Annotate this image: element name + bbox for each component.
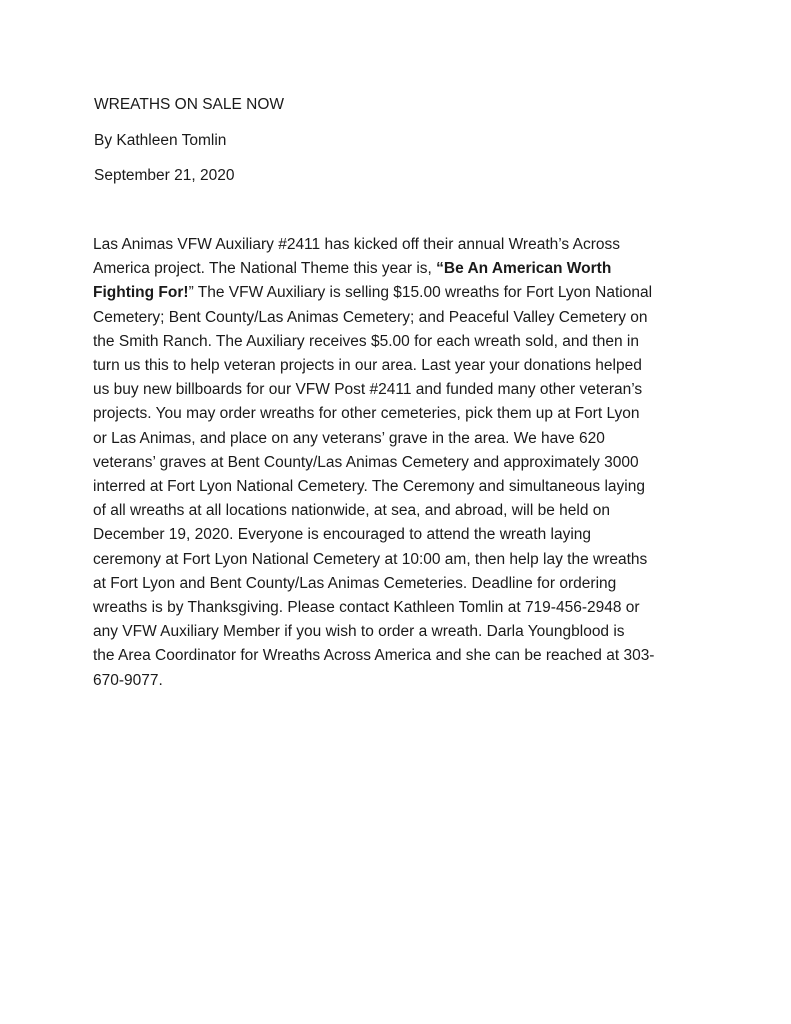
article-line [93,402,713,426]
text-segment: wreaths is by Thanksgiving. Please contact Kathleen Tomlin at 719-456-2948 or [93,599,640,617]
article-line [93,281,713,305]
text-segment: interred at Fort Lyon National Cemetery. The Ceremony and simultaneous laying [93,478,645,496]
text-segment: December 19, 2020. Everyone is encouraged to attend the wreath laying [93,526,592,544]
text-segment: of all wreaths at all locations nationwide, at sea, and abroad, will be held on [93,502,610,520]
text-segment: Cemetery; Bent County/Las Animas Cemetery; and Peaceful Valley Cemetery on [93,308,648,326]
text-segment: the Area Coordinator for Wreaths Across America and she can be reached at 303- [93,647,655,665]
text-segment: Las Animas VFW Auxiliary #2411 has kicked off their annual Wreath’s Across [93,236,620,253]
document-title: WREATHS ON SALE NOW [94,96,285,113]
article-line [93,233,713,257]
article-line [93,499,713,523]
article-line [93,306,713,330]
publication-date: September 21, 2020 [94,167,235,184]
article-line [93,354,713,378]
text-segment: ceremony at Fort Lyon National Cemetery at 10:00 am, then help lay the wreaths [93,550,648,568]
text-segment: or Las Animas, and place on any veterans’ grave in the area. We have 620 [93,429,605,447]
article-line [93,620,713,644]
article-line [93,451,713,475]
author-byline: By Kathleen Tomlin [94,132,227,149]
article-line [93,330,713,354]
article-line [93,596,713,620]
text-segment: us buy new billboards for our VFW Post #2411 and funded many other veteran’s [93,381,643,399]
article-line [93,427,713,451]
text-segment: projects. You may order wreaths for other cemeteries, pick them up at Fort Lyon [93,405,640,423]
article-line [93,378,713,402]
article-line [93,523,713,547]
article-line [93,669,713,693]
bold-text-segment: “Be An American Worth [436,260,612,278]
text-segment: at Fort Lyon and Bent County/Las Animas Cemeteries. Deadline for ordering [93,574,617,592]
bold-text-segment: Fighting For! [93,284,189,302]
text-segment: turn us this to help veteran projects in our area. Last year your donations helped [93,357,642,375]
text-segment: veterans’ graves at Bent County/Las Animas Cemetery and approximately 3000 [93,453,639,471]
text-segment: America project. The National Theme this year is, [93,260,437,278]
article-line [93,644,713,668]
article-body [93,233,713,693]
text-segment: 670-9077. [93,671,163,689]
article-line [93,475,713,499]
text-segment: the Smith Ranch. The Auxiliary receives $5.00 for each wreath sold, and then in [93,332,639,350]
article-line [93,548,713,572]
text-segment: any VFW Auxiliary Member if you wish to order a wreath. Darla Youngblood is [93,623,625,641]
article-line [93,572,713,596]
article-line [93,257,713,281]
text-segment: ” The VFW Auxiliary is selling $15.00 wreaths for Fort Lyon National [188,284,653,302]
